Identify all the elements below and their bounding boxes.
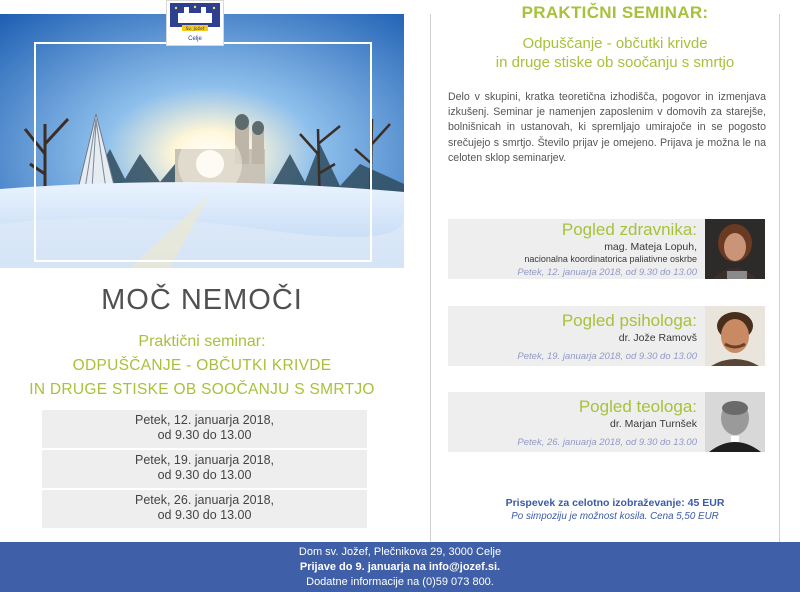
speaker-card-doctor <box>448 219 765 279</box>
session-dates <box>42 410 367 530</box>
winter-church-photo <box>0 14 404 268</box>
footer-info: Dodatne informacije na (0)59 073 800. <box>306 576 494 588</box>
logo-text: Celje <box>188 36 202 42</box>
speaker-name: dr. Marjan Turnšek <box>610 418 697 430</box>
church-logo-icon <box>170 3 220 35</box>
speaker-portrait-priest <box>705 392 765 452</box>
speaker-text <box>517 310 697 364</box>
speaker-date: Petek, 12. januarja 2018, od 9.30 do 13.00 <box>517 267 697 278</box>
speaker-card-psychologist <box>448 306 765 366</box>
speaker-text <box>517 219 697 280</box>
footer-bar <box>0 542 800 592</box>
left-subtitle-line3: IN DRUGE STISKE OB SOOČANJU S SMRTJO <box>29 381 375 398</box>
speaker-date: Petek, 26. januarja 2018, od 9.30 do 13.00 <box>517 437 697 448</box>
speaker-name: dr. Jože Ramovš <box>618 332 697 344</box>
left-subtitle-line1: Praktični seminar: <box>138 333 266 350</box>
speaker-card-theologian <box>448 392 765 452</box>
speaker-name: mag. Mateja Lopuh, <box>604 241 697 253</box>
dom-sv-jozef-logo <box>166 0 224 46</box>
speaker-view: Pogled zdravnika: <box>561 220 697 239</box>
left-subtitle-line2: ODPUŠČANJE - OBČUTKI KRIVDE <box>72 357 332 374</box>
date-line: Petek, 12. januarja 2018, <box>135 413 274 427</box>
seminar-subtitle <box>430 34 800 72</box>
footer-address: Dom sv. Jožef, Plečnikova 29, 3000 Celje <box>298 546 502 558</box>
main-title: MOČ NEMOČI <box>101 284 303 316</box>
seminar-subtitle-line1: Odpuščanje - občutki krivde <box>522 35 708 52</box>
left-subtitle <box>0 330 404 402</box>
time-line: od 9.30 do 13.00 <box>157 468 252 482</box>
seminar-description: Delo v skupini, kratka teoretična izhodišča, pogovor in izmenjava izkušenj. Seminar je namenjen zaposlenim v domovih za starejše, bolnišnicah in ustanovah, ki spremljajo umirajoče in se pogosto srečujejo s smrtjo. Število prijav je omejeno. Prijava je možna le na celoten sklop seminarjev. <box>448 91 766 164</box>
date-line: Petek, 19. januarja 2018, <box>135 453 274 467</box>
seminar-heading <box>430 3 800 23</box>
lunch-info: Po simpoziju je možnost kosila. Cena 5,50 EUR <box>511 511 719 522</box>
speaker-role: nacionalna koordinatorica paliativne oskrbe <box>524 254 697 264</box>
speaker-view: Pogled teologa: <box>578 397 697 416</box>
speaker-date: Petek, 19. januarja 2018, od 9.30 do 13.00 <box>517 351 697 362</box>
time-line: od 9.30 do 13.00 <box>157 428 252 442</box>
footer-registration: Prijave do 9. januarja na info@jozef.si. <box>299 561 501 573</box>
seminar-heading-text: PRAKTIČNI SEMINAR: <box>516 3 715 22</box>
session-date-2 <box>42 450 367 488</box>
session-date-3 <box>42 490 367 528</box>
session-date-1 <box>42 410 367 448</box>
date-line: Petek, 26. januarja 2018, <box>135 493 274 507</box>
seminar-subtitle-line2: in druge stiske ob soočanju s smrtjo <box>495 54 735 71</box>
speaker-text <box>517 396 697 450</box>
speaker-portrait-woman <box>705 219 765 279</box>
svg-text:Sv. Jožef: Sv. Jožef <box>185 27 205 32</box>
photo-frame <box>34 42 372 262</box>
fee-info: Prispevek za celotno izobraževanje: 45 EUR <box>505 497 725 509</box>
speaker-portrait-man <box>705 306 765 366</box>
speaker-view: Pogled psihologa: <box>561 311 697 330</box>
time-line: od 9.30 do 13.00 <box>157 508 252 522</box>
